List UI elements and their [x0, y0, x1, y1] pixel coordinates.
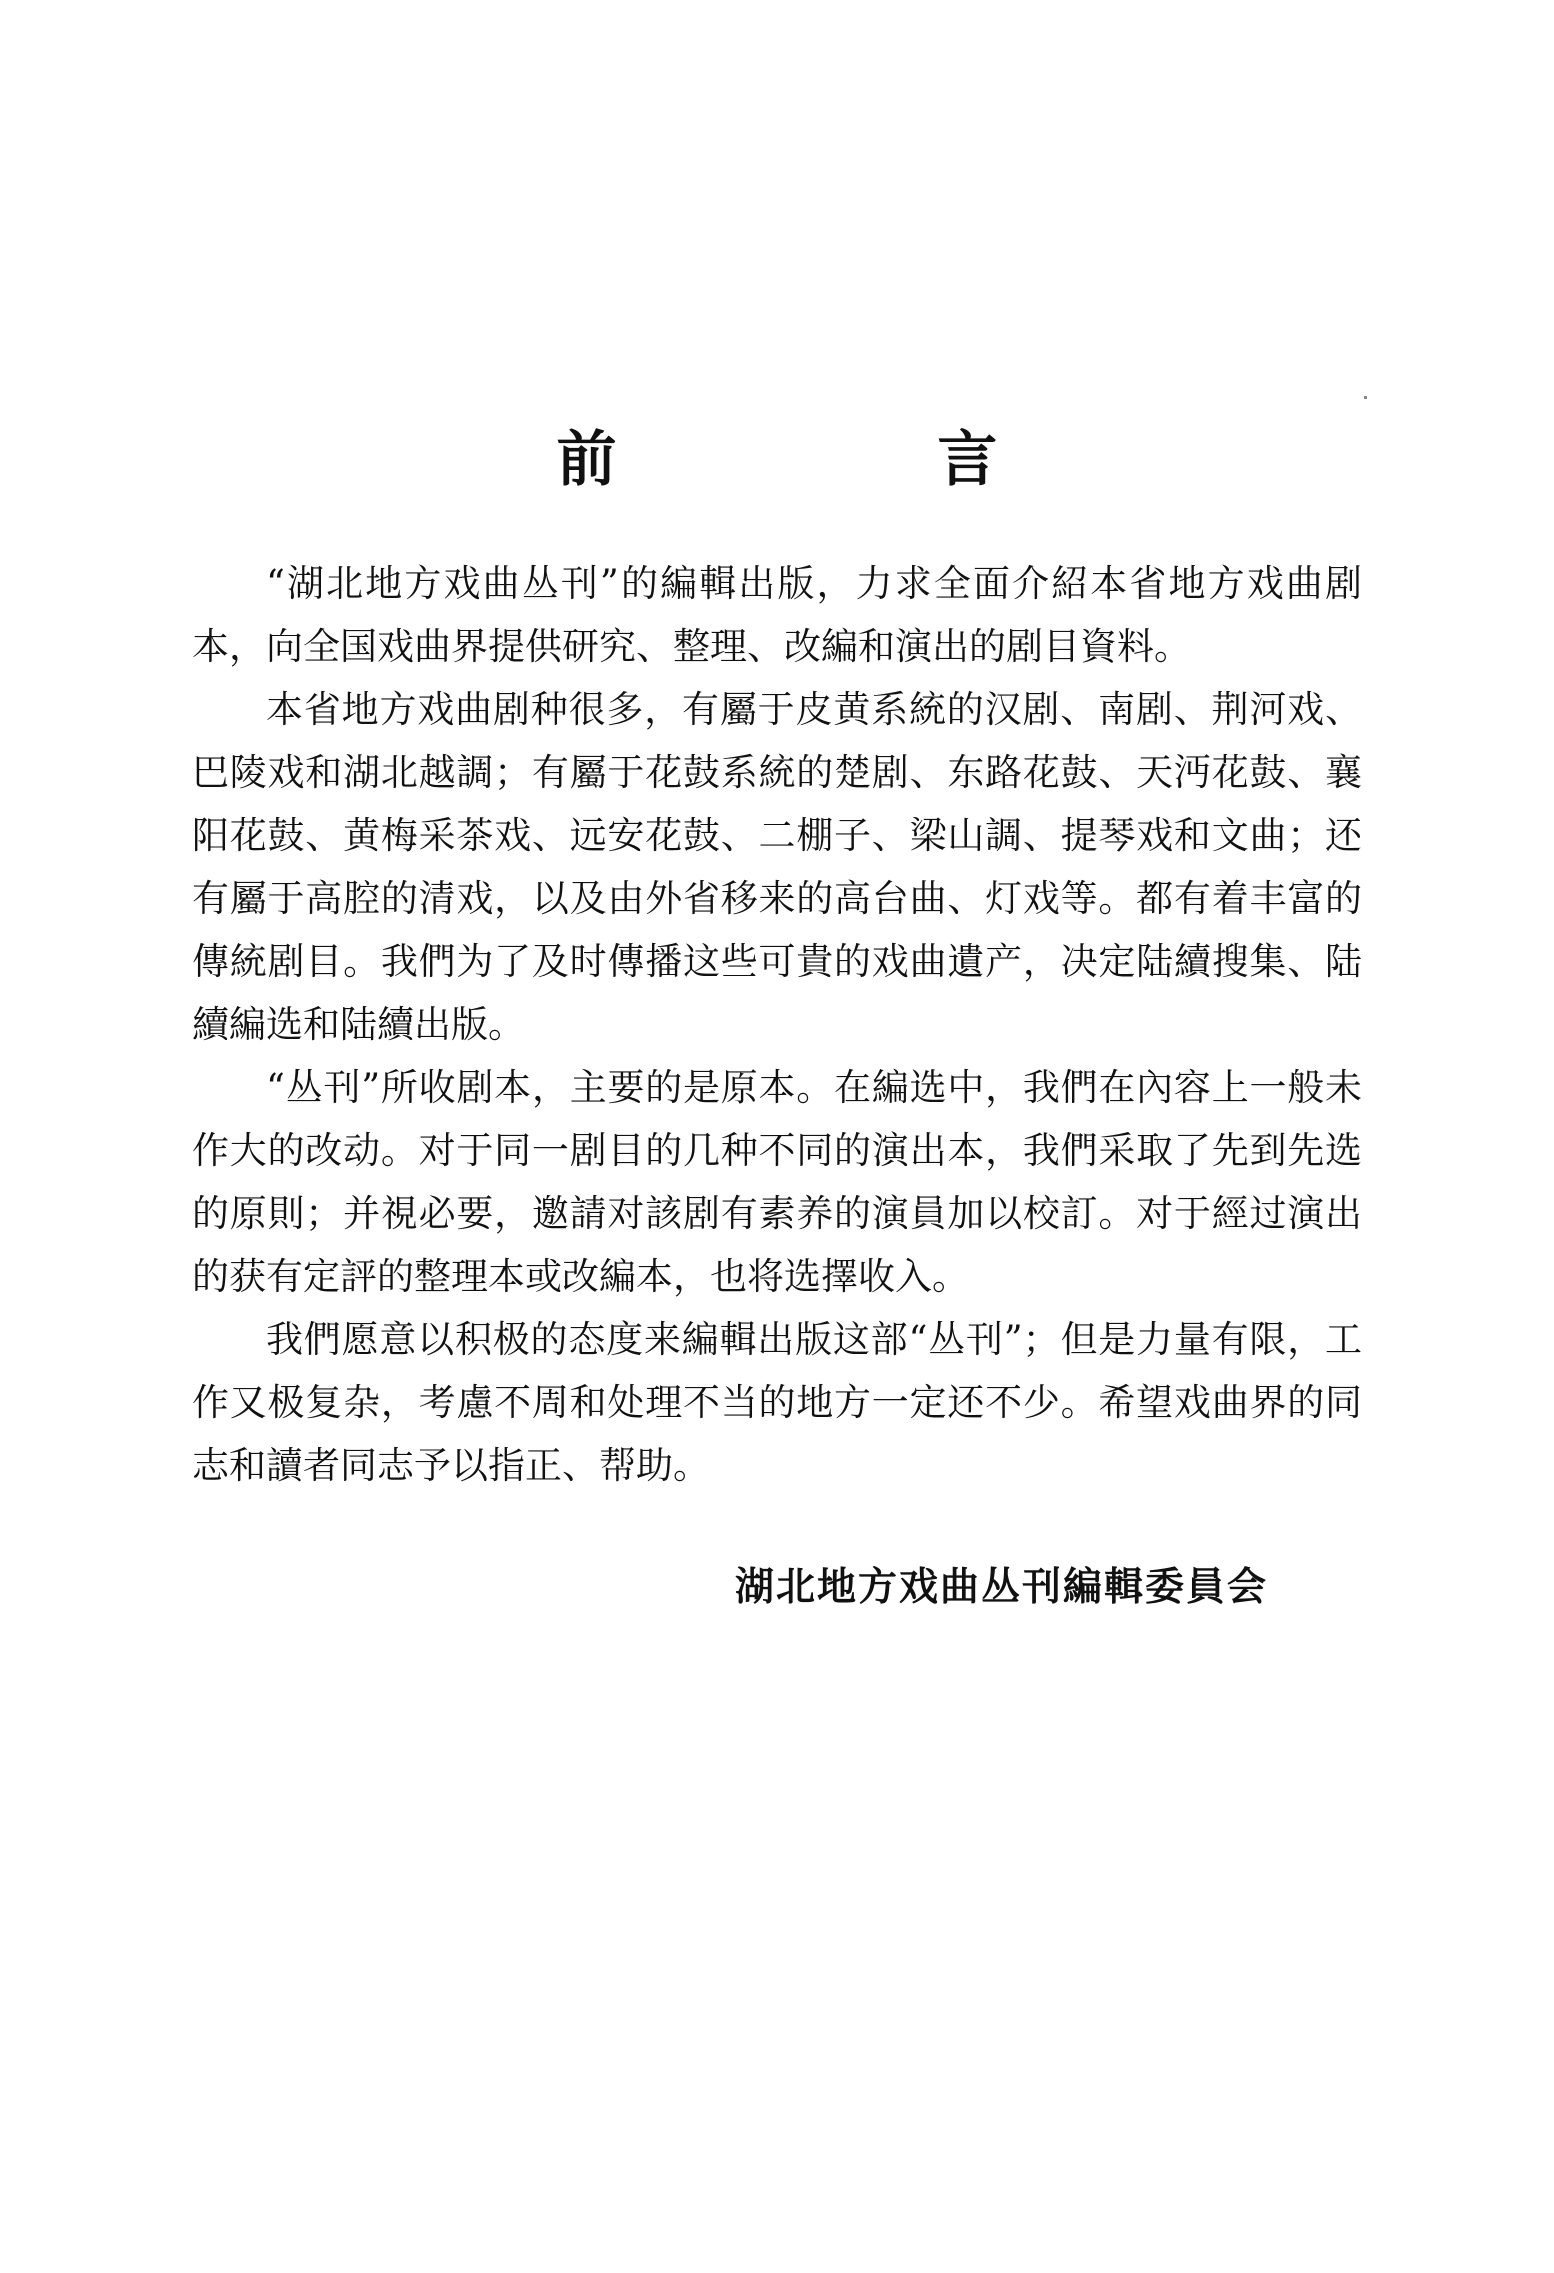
paragraph-1: “湖北地方戏曲丛刊”的編輯出版，力求全面介紹本省地方戏曲剧本，向全国戏曲界提供研究、整理、改編和演出的剧目資料。: [192, 562, 1362, 668]
page-title: 前 言: [556, 425, 1148, 495]
paragraph-3: “丛刊”所收剧本，主要的是原本。在編选中，我們在內容上一般未作大的改动。对于同一剧目的几种不同的演出本，我們采取了先到先选的原則；并視必要，邀請对該剧有素养的演員加以校訂。对于經过演出的获有定評的整理本或改編本，也将选擇收入。: [192, 1066, 1362, 1298]
signature: 湖北地方戏曲丛刊編輯委員会: [734, 1565, 1268, 1610]
paragraph-2: 本省地方戏曲剧种很多，有屬于皮黄系統的汉剧、南剧、荆河戏、巴陵戏和湖北越調；有屬于花鼓系統的楚剧、东路花鼓、天沔花鼓、襄阳花鼓、黄梅采茶戏、远安花鼓、二棚子、梁山調、提琴戏和文曲；还有屬于高腔的清戏，以及由外省移来的高台曲、灯戏等。都有着丰富的傳統剧目。我們为了及时傳播这些可貴的戏曲遺产，决定陆續搜集、陆續編选和陆續出版。: [192, 688, 1362, 1046]
body-text: [192, 552, 1362, 1497]
scan-speck: [1364, 396, 1367, 399]
paragraph-4: 我們愿意以积极的态度来編輯出版这部“丛刊”；但是力量有限，工作又极复杂，考慮不周和处理不当的地方一定还不少。希望戏曲界的同志和讀者同志予以指正、帮助。: [192, 1318, 1362, 1487]
